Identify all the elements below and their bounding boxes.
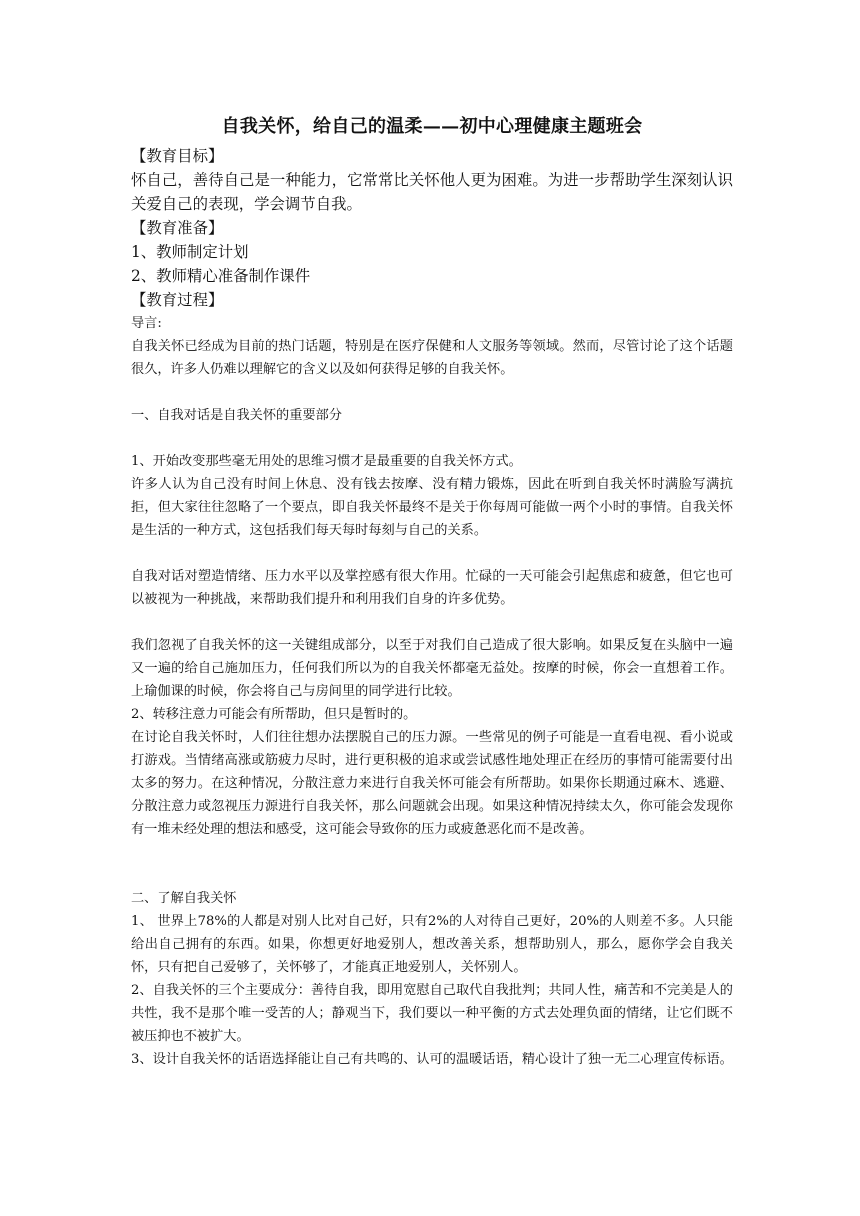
spacer (131, 542, 733, 565)
prep-heading: 【教育准备】 (131, 219, 224, 237)
document-title: 自我关怀，给自己的温柔——初中心理健康主题班会 (221, 116, 643, 137)
spacer (131, 381, 733, 404)
intro-text: 自我关怀已经成为目前的热门话题，特别是在医疗保健和人文服务等领域。然而，尽管讨论了这个话题很久，许多人仍难以理解它的含义以及如何获得足够的自我关怀。 (131, 339, 733, 377)
spacer (131, 427, 733, 450)
section-1-point-1-title: 1、开始改变那些毫无用处的思维习惯才是最重要的自我关怀方式。 (131, 454, 522, 469)
spacer (131, 841, 733, 887)
goal-heading: 【教育目标】 (131, 147, 224, 165)
process-heading: 【教育过程】 (131, 291, 224, 309)
section-1-paragraph-2: 自我对话对塑造情绪、压力水平以及掌控感有很大作用。忙碌的一天可能会引起焦虑和疲惫，但它也可以被视为一种挑战，来帮助我们提升和利用我们自身的许多优势。 (131, 569, 733, 607)
goal-text: 怀自己，善待自己是一种能力，它常常比关怀他人更为困难。为进一步帮助学生深刻认识关爱自己的表现，学会调节自我。 (131, 171, 733, 213)
spacer (131, 611, 733, 634)
intro-label: 导言: (131, 316, 162, 331)
section-1-point-1-text: 许多人认为自己没有时间上休息、没有钱去按摩、没有精力锻炼，因此在听到自我关怀时满脸写满抗拒，但大家往往忽略了一个要点，即自我关怀最终不是关于你每周可能做一两个小时的事情。自我关怀是生活的一种方式，这包括我们每天每时每刻与自己的关系。 (131, 477, 733, 538)
section-1-point-2-title: 2、转移注意力可能会有所帮助，但只是暂时的。 (131, 707, 417, 722)
section-2-heading: 二、了解自我关怀 (131, 891, 237, 906)
prep-item: 1、教师制定计划 (131, 243, 249, 261)
section-2-item-2: 2、自我关怀的三个主要成分：善待自我，即用宽慰自己取代自我批判；共同人性，痛苦和不完美是人的共性，我不是那个唯一受苦的人；静观当下，我们要以一种平衡的方式去处理负面的情绪，让它们既不被压抑也不被扩大。 (131, 983, 733, 1044)
prep-item: 2、教师精心准备制作课件 (131, 267, 311, 285)
document-body (131, 112, 733, 1071)
section-1-point-2-text: 在讨论自我关怀时，人们往往想办法摆脱自己的压力源。一些常见的例子可能是一直看电视、看小说或打游戏。当情绪高涨或筋疲力尽时，进行更积极的追求或尝试感性地处理正在经历的事情可能需要付出太多的努力。在这种情况，分散注意力来进行自我关怀可能会有所帮助。如果你长期通过麻木、逃避、分散注意力或忽视压力源进行自我关怀，那么问题就会出现。如果这种情况持续太久，你可能会发现你有一堆未经处理的想法和感受，这可能会导致你的压力或疲惫恶化而不是改善。 (131, 730, 733, 837)
section-2-item-1: 1、 世界上78%的人都是对别人比对自己好，只有2%的人对待自己更好，20%的人则差不多。人只能给出自己拥有的东西。如果，你想更好地爱别人，想改善关系，想帮助别人，那么，愿你学会自我关怀，只有把自己爱够了，关怀够了，才能真正地爱别人，关怀别人。 (131, 914, 733, 975)
section-1-heading: 一、自我对话是自我关怀的重要部分 (131, 408, 342, 423)
section-2-item-3: 3、设计自我关怀的话语选择能让自己有共鸣的、认可的温暖话语，精心设计了独一无二心理宣传标语。 (131, 1052, 733, 1067)
section-1-paragraph-3: 我们忽视了自我关怀的这一关键组成部分，以至于对我们自己造成了很大影响。如果反复在头脑中一遍又一遍的给自己施加压力，任何我们所以为的自我关怀都毫无益处。按摩的时候，你会一直想着工作。上瑜伽课的时候，你会将自己与房间里的同学进行比较。 (131, 638, 733, 699)
